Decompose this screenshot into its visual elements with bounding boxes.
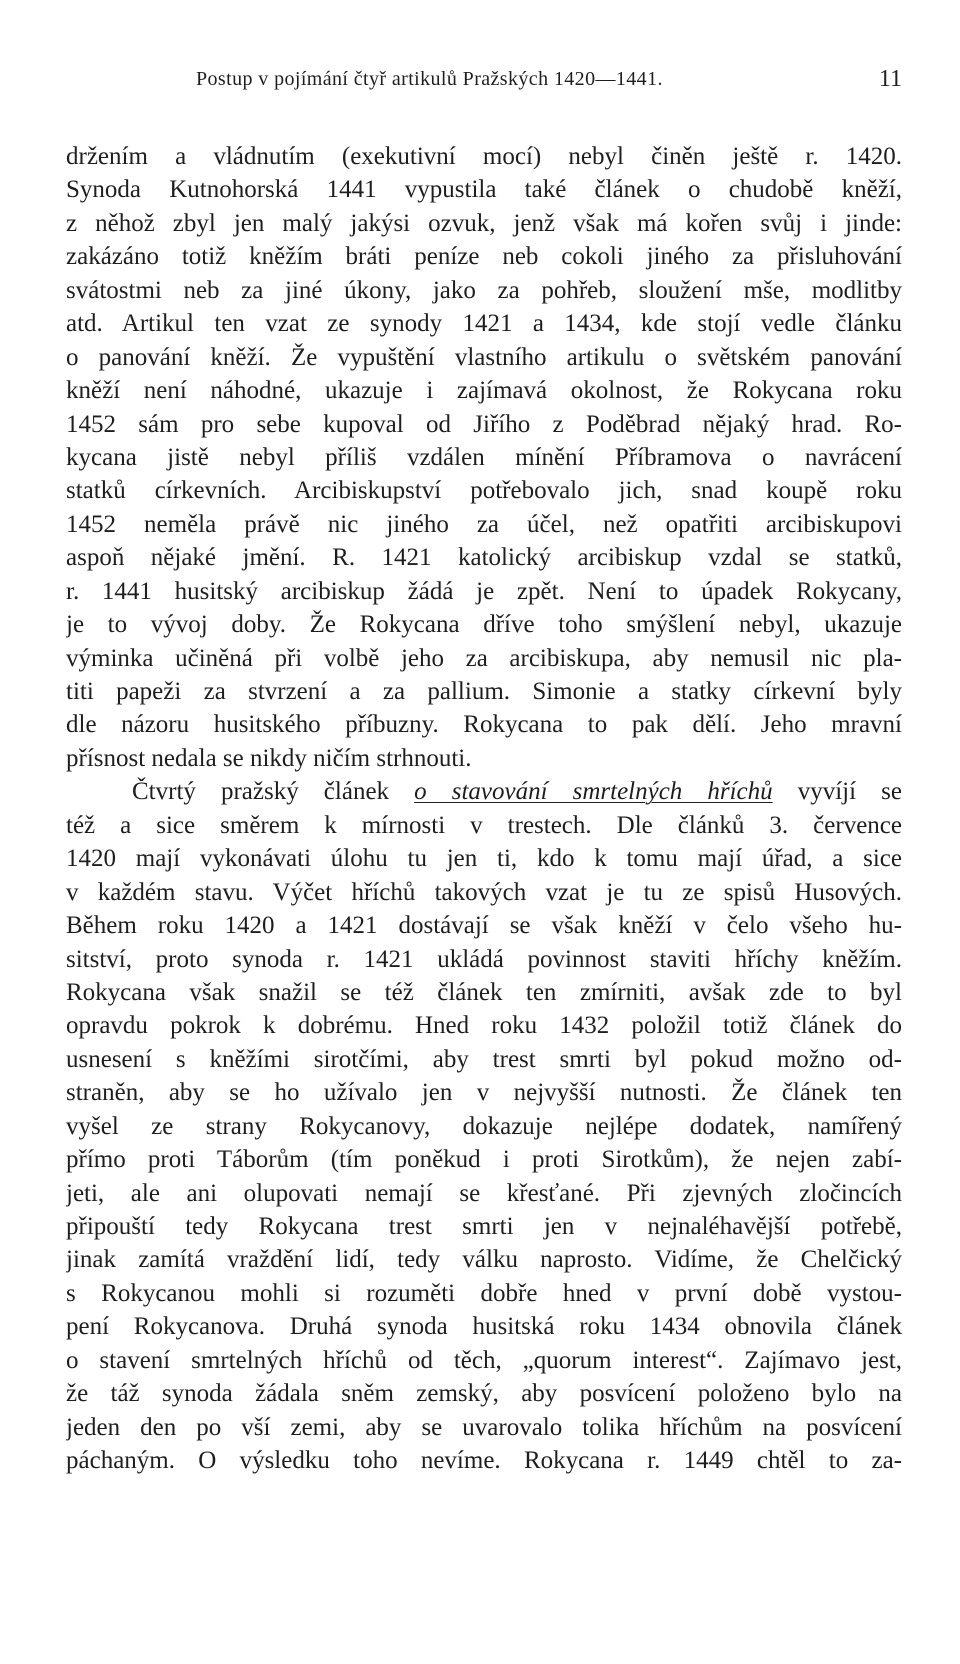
text-line: výminka učiněná při volbě jeho za arcibiskupa, aby nemusil nic pla- (66, 644, 902, 672)
text-line: přísnost nedala se nikdy ničím strhnouti. (66, 744, 472, 772)
text-line: titi papeži za stvrzení a za pallium. Simonie a statky církevní byly (66, 678, 902, 705)
text-line: 1452 neměla právě nic jiného za účel, než opatřiti arcibiskupovi (66, 510, 902, 538)
text-line: v každém stavu. Výčet hříchů takových vzat je tu ze spisů Husových. (66, 878, 902, 906)
text-line: atd. Artikul ten vzat ze synody 1421 a 1434, kde stojí vedle článku (66, 310, 902, 338)
text-line: jinak zamítá vraždění lidí, tedy válku naprosto. Vidíme, že Chelčický (66, 1246, 902, 1274)
text-line: jeden den po vší zemi, aby se uvarovalo tolika hříchům na posvícení (66, 1413, 902, 1441)
text-line: též a sice směrem k mírnosti v trestech. Dle článků 3. července (66, 811, 902, 839)
text-line: páchaným. O výsledku toho nevíme. Rokycana r. 1449 chtěl to za- (66, 1447, 902, 1475)
text-line: jeti, ale ani olupovati nemají se křesťané. Při zjevných zločincích (66, 1179, 902, 1207)
paragraph-start-tail: vyvíjí se (772, 778, 902, 806)
text-line: o panování kněží. Že vypuštění vlastního artikulu o světském panování (66, 343, 902, 371)
text-line: držením a vládnutím (exekutivní mocí) nebyl činěn ještě r. 1420. (66, 143, 902, 170)
text-line: vyšel ze strany Rokycanovy, dokazuje nejlépe dodatek, namířený (66, 1112, 902, 1140)
text-line: kycana jistě nebyl příliš vzdálen mínění Příbramova o navrácení (66, 443, 902, 471)
text-line: o stavení smrtelných hříchů od těch, „quorum interest“. Zajímavo jest, (66, 1346, 902, 1374)
text-line: z něhož zbyl jen malý jakýsi ozvuk, jenž však má kořen svůj i jinde: (66, 209, 902, 237)
text-line: Během roku 1420 a 1421 dostávají se však kněží v čelo všeho hu- (66, 912, 902, 940)
emphasized-phrase: o stavování smrtelných hříchů (414, 778, 773, 806)
text-line: aspoň nějaké jmění. R. 1421 katolický arcibiskup vzdal se statků, (66, 544, 902, 572)
text-line: s Rokycanou mohli si rozuměti dobře hned v první době vystou- (66, 1279, 902, 1307)
text-line: zakázáno totiž kněžím bráti peníze neb cokoli jiného za přisluhování (66, 243, 902, 271)
body-text (66, 140, 902, 1478)
text-line: pení Rokycanova. Druhá synoda husitská roku 1434 obnovila článek (66, 1313, 902, 1341)
text-line: Synoda Kutnohorská 1441 vypustila také článek o chudobě kněží, (66, 176, 902, 204)
text-line: 1452 sám pro sebe kupoval od Jiřího z Poděbrad nějaký hrad. Ro- (66, 410, 902, 438)
text-line: usnesení s kněžími sirotčími, aby trest smrti byl pokud možno od- (66, 1045, 902, 1073)
text-line: je to vývoj doby. Že Rokycana dříve toho smýšlení nebyl, ukazuje (66, 611, 902, 639)
text-line: opravdu pokrok k dobrému. Hned roku 1432 položil totiž článek do (66, 1012, 902, 1040)
text-line: straněn, aby se ho užívalo jen v nejvyšší nutnosti. Že článek ten (66, 1079, 902, 1107)
text-line: Rokycana však snažil se též článek ten zmírniti, avšak zde to byl (66, 978, 902, 1006)
text-line: přímo proti Táborům (tím poněkud i proti Sirotkům), že nejen zabí- (66, 1146, 902, 1174)
text-line: 1420 mají vykonávati úlohu tu jen ti, kdo k tomu mají úřad, a sice (66, 845, 902, 873)
running-head: Postup v pojímání čtyř artikulů Pražských 1420—1441. (196, 68, 663, 90)
paragraph-start-text: Čtvrtý pražský článek (132, 778, 415, 806)
text-line: svátostmi neb za jiné úkony, jako za pohřeb, sloužení mše, modlitby (66, 276, 902, 304)
page-header (66, 58, 902, 106)
text-line: dle názoru husitského příbuzny. Rokycana to pak dělí. Jeho mravní (66, 711, 902, 739)
text-line: sitství, proto synoda r. 1421 ukládá povinnost staviti hříchy kněžím. (66, 945, 902, 973)
text-line: připouští tedy Rokycana trest smrti jen v nejnaléhavější potřebě, (66, 1213, 902, 1240)
text-line: kněží není náhodné, ukazuje i zajímavá okolnost, že Rokycana roku (66, 377, 902, 405)
text-line: r. 1441 husitský arcibiskup žádá je zpět. Není to úpadek Rokycany, (66, 577, 902, 605)
text-line: statků církevních. Arcibiskupství potřebovalo jich, snad koupě roku (66, 477, 902, 505)
page-number: 11 (878, 66, 902, 92)
paragraph-start-line (66, 775, 902, 808)
text-line: že táž synoda žádala sněm zemský, aby posvícení položeno bylo na (66, 1380, 902, 1408)
